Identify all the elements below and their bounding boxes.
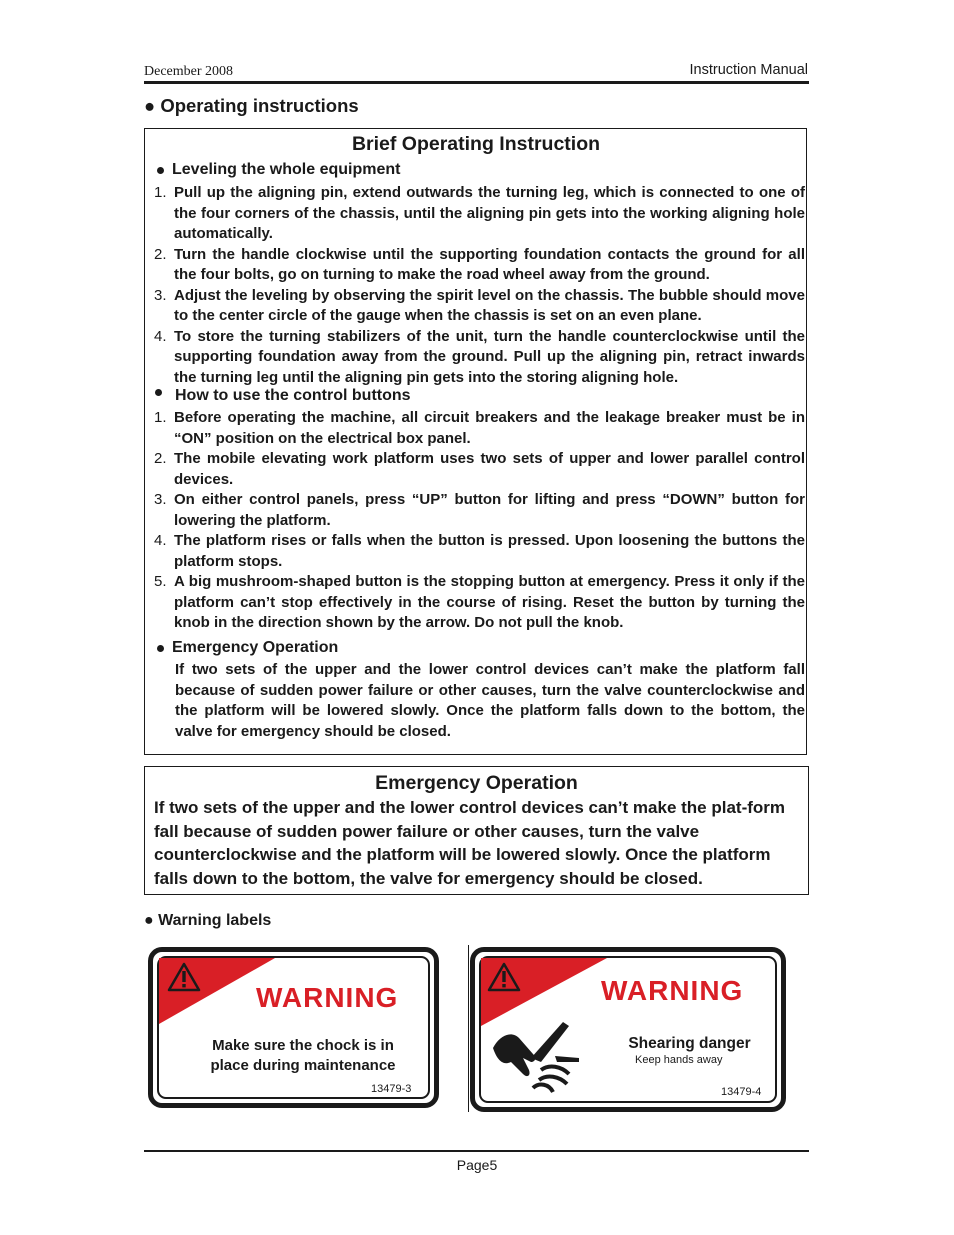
warning-labels-heading: ● Warning labels [144,912,272,929]
warning-title: WARNING [601,975,744,1006]
page-number: Page5 [456,1157,498,1173]
header-date: December 2008 [144,64,234,79]
buttons-heading: How to use the control buttons [175,387,411,404]
footer-rule [144,1150,809,1152]
list-item: 3. On either control panels, press “UP” button for lifting and press “DOWN” button for lowering the platform. [154,491,805,529]
list-item: 1. Before operating the machine, all circuit breakers and the leakage breaker must be in “ON” position on the electrical box panel. [154,409,805,447]
header-title: Instruction Manual [689,62,808,78]
emergency-box-title: Emergency Operation [375,772,578,794]
exclamation-triangle-icon [167,962,201,992]
bullet-icon [157,167,164,174]
list-item: 5. A big mushroom-shaped button is the stopping button at emergency. Press it only if the platform can’t stop effectively in the course of rising. Reset the button by turning the knob in the direction shown by the arrow. Do not pull the knob. [154,573,805,631]
list-item: 4. The platform rises or falls when the button is pressed. Upon loosening the buttons the platform stops. [154,532,805,570]
divider [468,945,469,1112]
bullet-icon [155,389,162,396]
list-item: 4. To store the turning stabilizers of the unit, turn the handle counterclockwise until the supporting foundation away from the ground. Pull up the aligning pin, retract inwards the turning leg until the aligning pin gets into the storing aligning hole. [154,327,805,386]
hand-shearing-icon [489,1018,589,1098]
label-code: 13479-4 [721,1086,762,1098]
list-item: 2. The mobile elevating work platform uses two sets of upper and lower parallel control devices. [154,450,805,488]
bullet-icon [157,645,164,652]
warning-label-chock [148,947,439,1108]
warning-message: Make sure the chock is in place during maintenance [210,1037,396,1074]
emergency-box-text: If two sets of the upper and the lower control devices can’t make the plat-form fall because of sudden power failure or other causes, turn the valve counterclockwise and the platform will be lowered slowly. Once the platform falls down to the bottom, the valve for emergency should be closed. [154,798,786,888]
brief-title: Brief Operating Instruction [351,133,601,155]
buttons-list [154,408,805,634]
warning-message: Shearing danger [628,1035,751,1052]
list-item: 1. Pull up the aligning pin, extend outwards the turning leg, which is connected to one of the four corners of the chassis, until the aligning pin gets into the working aligning hole automatically. [154,184,805,242]
emergency-heading: Emergency Operation [172,639,339,656]
leveling-list [154,183,805,388]
exclamation-triangle-icon [487,962,521,992]
list-item: 3. Adjust the leveling by observing the spirit level on the chassis. The bubble should move to the center circle of the gauge when the chassis is set on an even plane. [154,286,805,324]
warning-title: WARNING [256,982,399,1013]
label-code: 13479-3 [371,1083,412,1095]
warning-label-shearing [470,947,786,1112]
leveling-heading: Leveling the whole equipment [172,161,401,178]
warning-submessage: Keep hands away [635,1054,723,1066]
section-heading: ● Operating instructions [144,95,359,116]
list-item: 2. Turn the handle clockwise until the supporting foundation contacts the ground for all the four bolts, go on turning to make the road wheel away from the ground. [154,245,805,283]
header-rule [144,81,809,84]
emergency-paragraph: If two sets of the upper and the lower control devices can’t make the platform fall because of sudden power failure or other causes, turn the valve counterclockwise and the platform will be lowered slowly. Once the platform falls down to the bottom, the valve for emergency should be closed. [175,661,805,740]
